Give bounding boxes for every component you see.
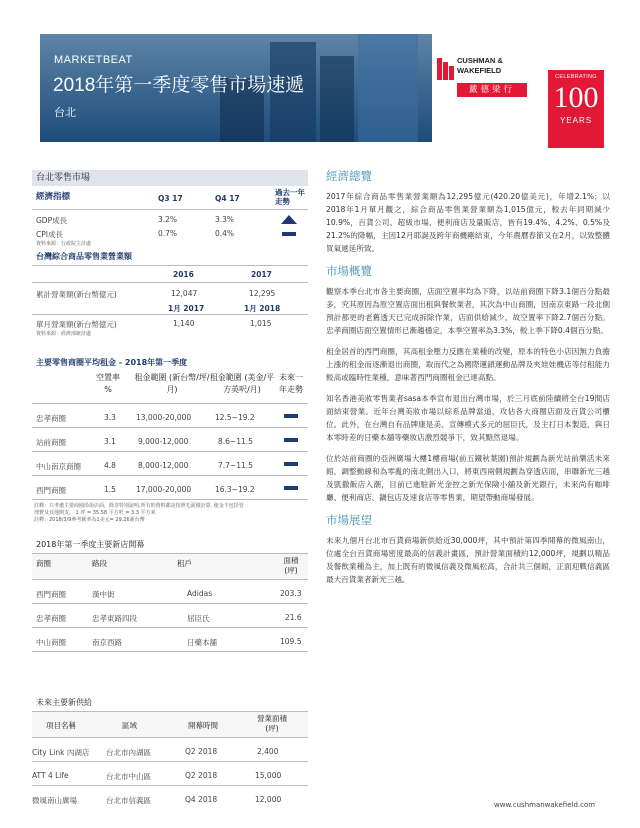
sales-row-value: 1,140: [173, 319, 195, 328]
future-header-row: [32, 712, 308, 738]
shops-cell-road: 漢中街: [92, 590, 115, 599]
brand-label: MARKETBEAT: [54, 54, 133, 66]
city-label: 台北: [54, 107, 76, 119]
report-title: 2018年第一季度零售市場速遞: [53, 75, 305, 96]
sales-month-row: [32, 301, 308, 315]
sales-source: 資料來源：經濟部統計處: [36, 331, 92, 337]
sales-row-monthly: [32, 315, 308, 331]
shops-head-area: 商圈: [36, 559, 51, 568]
market-paragraph: 租金居首的西門商圈，其高租金壓力反應在業種的改變，原本的特色小店因無力負擔上漲的租金而逐漸退出商圈，取而代之為國際運鎖運動品牌及夾娃娃機店等付租能力較高或臨時性業種，意味著西門商圈租金已達高點。: [326, 347, 610, 382]
rent-cell-vacancy: 3.1: [104, 437, 116, 446]
rent-cell-ntd: 17,000-20,000: [136, 485, 192, 494]
shops-cell-area: 忠孝商圈: [36, 614, 66, 623]
overview-paragraph: 2017年綜合商品零售業營業額為12,295億元(420.20億美元)，年增2.1%；以2018年1月單月觀之，綜合商品零售業營業額為1,015億元，較去年同期減少10.9%，百貨公司、超級市場、便利商店及量販店，皆有19.4%、4.2%、0.5%及21.2%的降幅，主因12月耶誕及跨年商機剛結束，今年農曆春節又在2月，以致整體買氣遞延所致。: [326, 192, 610, 253]
centennial-number: 100: [553, 81, 599, 114]
rent-cell-usd: 16.3~19.2: [215, 485, 255, 494]
sales-row-value: 1,015: [250, 319, 272, 328]
econ-row-gdp: [32, 210, 308, 228]
econ-head-q417: Q4 17: [215, 194, 240, 203]
building-graphic: [358, 34, 418, 142]
sales-year-row: [32, 266, 308, 283]
sales-year-b: 2017: [251, 270, 272, 279]
econ-row-label: GDP成長: [36, 216, 68, 225]
outlook-paragraph: 未來九個月台北市百貨商場新供給近30,000坪，其中預計第四季開幕的微風南山，位處全台百貨商場密度最高的信義計畫區，預計營業面積約12,000坪，規劃以精品及餐飲業種為主，加上既有的微風信義及微風松高，合計共三個館，正面迎戰信義區最大百貨業者新光三越。: [326, 536, 610, 584]
table-row: [32, 476, 308, 500]
hero-banner: [40, 34, 432, 142]
rent-table-body: [32, 404, 308, 500]
econ-row-q4: 0.4%: [215, 229, 235, 238]
table-row: [32, 404, 308, 428]
future-cell-area: 2,400: [257, 747, 279, 756]
future-cell-area: 15,000: [255, 771, 282, 780]
future-supply-title: 未來主要新供給: [32, 694, 308, 712]
future-cell-project: ATT 4 Life: [32, 771, 69, 780]
logo-wordmark: [457, 56, 503, 76]
right-column: [326, 168, 610, 594]
trend-flat-icon: [282, 232, 296, 236]
econ-row-q4: 3.3%: [215, 215, 235, 224]
shops-cell-size: 109.5: [280, 637, 302, 646]
future-head-project: 項目名稱: [46, 721, 76, 730]
left-column: [32, 170, 308, 810]
future-cell-district: 台北市信義區: [106, 796, 151, 805]
new-shops-header-row: [32, 554, 308, 580]
shops-cell-area: 西門商圈: [36, 590, 66, 599]
table-row: [32, 580, 308, 604]
shops-cell-tenant: 屈臣氏: [187, 614, 210, 623]
rent-header-row: [32, 368, 308, 404]
market-paragraph: 觀察本季台北市各主要商圈，店面空置率均為下降，以站前商圈下降3.1個百分點最多，究其原因為原空置店面出租與餐飲業者，其次為中山商圈，因南京東路一段北側預計都更的老舊透天已完成拆除作業，店面供給減少，故空置率下降2.7個百分點。忠孝商圈店面空置情形已漸趨穩定，本季空置率為3.3%，較上季下降0.4個百分點。: [326, 287, 610, 335]
trend-flat-icon: [284, 462, 298, 466]
shops-head-road: 路段: [92, 559, 107, 568]
rent-cell-usd: 12.5~19.2: [215, 413, 255, 422]
table-row: [32, 452, 308, 476]
rent-note-1: 註釋：只考慮主要商圈沿街店面，除非特別說明,所有的資料都是按照毛面積計算. 租金不包括管: [34, 503, 244, 509]
rent-cell-usd: 7.7~11.5: [218, 461, 253, 470]
logo-line2: WAKEFIELD: [457, 66, 502, 75]
retail-market-bar: 台北零售市場: [32, 170, 308, 186]
shops-cell-tenant: Adidas: [187, 589, 213, 598]
shops-cell-area: 中山商圈: [36, 638, 66, 647]
future-cell-open: Q4 2018: [185, 795, 218, 804]
future-cell-district: 台北市內湖區: [106, 748, 151, 757]
logo-line1: CUSHMAN &: [457, 56, 503, 65]
rent-head-range: 租金範圍 (新台幣/坪/月): [134, 373, 210, 394]
future-cell-district: 台北市中山區: [106, 772, 151, 781]
company-logo: [437, 54, 547, 114]
rent-title: 主要零售商圈平均租金 - 2018年第一季度: [36, 358, 188, 367]
sales-row-cumulative: [32, 283, 308, 301]
rent-note-2: 理費及其他開支。 1 坪 = 35.58 平方呎 = 3.3 平方米: [34, 510, 156, 516]
building-graphic: [320, 56, 354, 142]
logo-chinese-name: 戴德梁行: [457, 83, 527, 97]
rent-cell-usd: 8.6~11.5: [218, 437, 253, 446]
shops-cell-road: 忠孝東路四段: [92, 614, 137, 623]
centennial-badge: [548, 70, 604, 148]
future-head-district: 區域: [122, 721, 137, 730]
footer-website-link[interactable]: www.cushmanwakefield.com: [494, 801, 596, 809]
table-row: [32, 628, 308, 652]
sales-year-a: 2016: [173, 270, 194, 279]
econ-row-q3: 0.7%: [158, 229, 178, 238]
econ-head-trend: 過去一年走勢: [275, 188, 305, 206]
econ-head-indicator: 經濟指標: [36, 192, 71, 202]
sales-title: 台灣綜合商品零售業營業額: [32, 248, 308, 266]
econ-row-q3: 3.2%: [158, 215, 178, 224]
shops-cell-road: 南京西路: [92, 638, 122, 647]
trend-flat-icon: [284, 414, 298, 418]
rent-note-3: 註釋：2018/3/9參考匯率為1美元= 29.26新台幣: [34, 517, 145, 523]
rent-cell-name: 站前商圈: [36, 438, 66, 447]
shops-head-size: 面積 (坪): [283, 556, 299, 575]
market-title: 市場概覽: [326, 264, 372, 278]
future-cell-open: Q2 2018: [185, 747, 218, 756]
shops-head-tenant: 租戶: [177, 559, 192, 568]
logo-mark-icon: [437, 58, 455, 80]
trend-up-icon: [281, 215, 297, 224]
rent-cell-ntd: 8,000-12,000: [138, 461, 189, 470]
rent-cell-vacancy: 1.5: [104, 485, 116, 494]
rent-cell-vacancy: 4.8: [104, 461, 116, 470]
sales-month-b: 1月 2018: [244, 304, 281, 313]
new-shops-title: 2018年第一季度主要新店開幕: [32, 536, 308, 554]
rent-head-range-usd: 租金範圍 (美金/平方英呎/月): [209, 373, 275, 394]
sales-month-a: 1月 2017: [168, 304, 205, 313]
econ-row-label: CPI成長: [36, 230, 63, 239]
trend-flat-icon: [284, 438, 298, 442]
market-paragraph: 知名香港美妝零售業者sasa本季宣布退出台灣市場，於三月底前陸續將全台19間店面結束營業。近年台灣美妝市場以綜系品牌當道，攻佔各大商圈店面及百貨公司櫃位。此外，在台灣自有品牌康是美、宣傳模式多元的屈臣氏，及主打日本製造，與日本零時差的日藥本舖等藥妝店激烈競爭下，致其黯然退場。: [326, 394, 610, 442]
future-head-area: 營業面積 (坪): [257, 714, 287, 733]
sales-row-label: 累計營業額(新台幣億元): [36, 290, 117, 299]
future-cell-project: City Link 內湖店: [32, 748, 90, 757]
shops-cell-tenant: 日藥本舖: [187, 638, 217, 647]
econ-source: 資料來源：行政院主計處: [36, 241, 92, 247]
table-row: [32, 738, 308, 762]
table-row: [32, 604, 308, 628]
page-header: [0, 0, 640, 152]
trend-flat-icon: [284, 486, 298, 490]
market-paragraph: 位於站前商圈的亞洲廣場大樓1樓商場(前五鐵秋葉園)預計規劃為新光站前樂活未來館，調整動線和為零亂的南北側出入口，將東西兩側規劃為穿透店面，串聯新光三越及凱撒飯店入潮，目前已進駐新光金控之新光保險小舖及新光銀行，未來尚有咖啡廳、便利商店、鍋包店及速食店等零售業，期望帶動商場發展。: [326, 454, 610, 502]
future-cell-project: 微風南山廣場: [32, 796, 77, 805]
table-row: [32, 786, 308, 810]
table-row: [32, 762, 308, 786]
rent-cell-ntd: 9,000-12,000: [138, 437, 189, 446]
econ-row-cpi: [32, 228, 308, 241]
table-row: [32, 428, 308, 452]
rent-cell-ntd: 13,000-20,000: [136, 413, 192, 422]
rent-head-vacancy: 空置率 %: [96, 373, 120, 394]
outlook-title: 市場展望: [326, 513, 372, 527]
rent-head-trend: 未來一年走勢: [279, 373, 303, 394]
future-head-open: 開幕時間: [188, 721, 218, 730]
rent-cell-vacancy: 3.3: [104, 413, 116, 422]
sales-row-value: 12,295: [249, 289, 276, 298]
centennial-top: CELEBRATING: [555, 74, 597, 80]
sales-row-label: 單月營業額(新台幣億元): [36, 320, 117, 329]
overview-title: 經濟總覽: [326, 169, 372, 183]
future-cell-open: Q2 2018: [185, 771, 218, 780]
rent-cell-name: 西門商圈: [36, 486, 66, 495]
shops-cell-size: 203.3: [280, 589, 302, 598]
shops-cell-size: 21.6: [285, 613, 302, 622]
econ-head-q317: Q3 17: [158, 194, 183, 203]
future-cell-area: 12,000: [255, 795, 282, 804]
rent-cell-name: 中山南京商圈: [36, 462, 81, 471]
centennial-years: YEARS: [559, 116, 593, 125]
sales-row-value: 12,047: [171, 289, 198, 298]
rent-cell-name: 忠孝商圈: [36, 414, 66, 423]
econ-header-row: [32, 186, 308, 210]
